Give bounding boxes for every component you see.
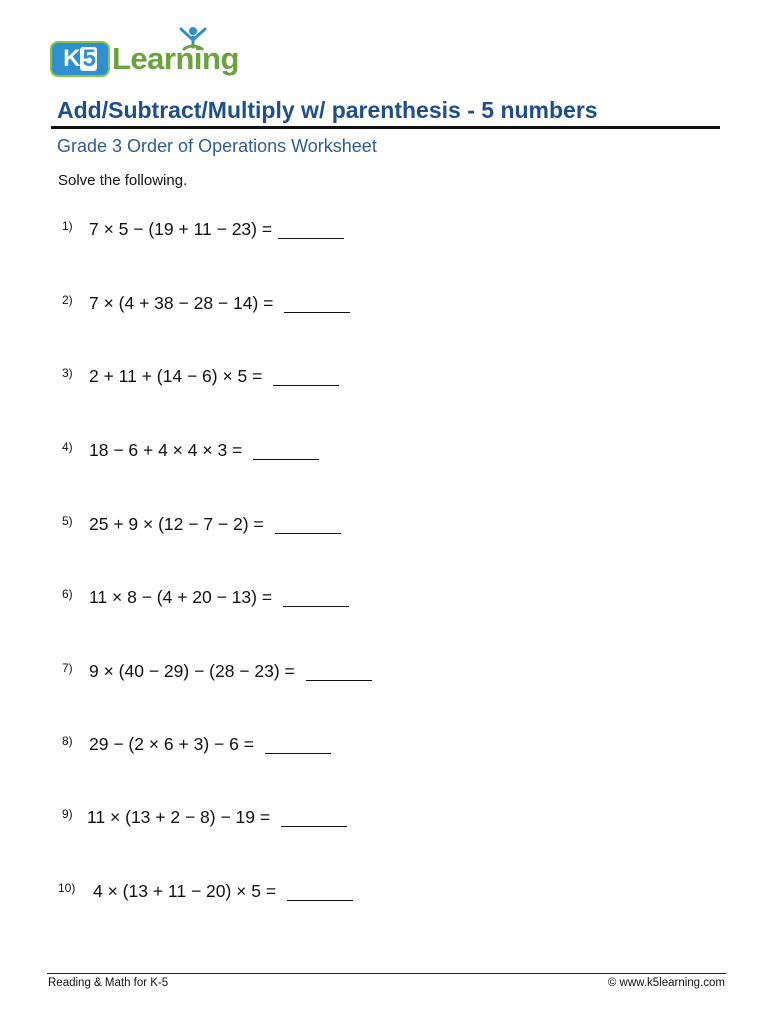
problem-number: 10) <box>58 881 76 895</box>
answer-blank[interactable] <box>287 884 353 901</box>
title-divider <box>51 126 720 129</box>
problem-number: 7) <box>62 661 73 675</box>
instructions-text: Solve the following. <box>58 172 188 189</box>
logo-wordmark: Learning <box>112 41 239 76</box>
answer-blank[interactable] <box>283 590 349 607</box>
problem-number: 2) <box>62 293 73 307</box>
problem-item <box>0 587 768 617</box>
answer-blank[interactable] <box>281 810 347 827</box>
problem-expression <box>87 807 347 827</box>
problem-item <box>0 734 768 764</box>
problem-expression-text: 25 + 9 × (12 − 7 − 2) = <box>89 514 269 534</box>
footer-website-link[interactable]: © www.k5learning.com <box>607 977 725 989</box>
k5-badge <box>50 41 110 77</box>
problem-number: 4) <box>62 440 73 454</box>
reading-person-icon <box>176 25 210 55</box>
problem-expression <box>89 293 350 313</box>
answer-blank[interactable] <box>273 369 339 386</box>
problem-expression-text: 18 − 6 + 4 × 4 × 3 = <box>89 440 248 460</box>
problem-number: 9) <box>62 807 73 821</box>
problem-number: 6) <box>62 587 73 601</box>
problem-item <box>0 219 768 249</box>
problem-expression-text: 11 × 8 − (4 + 20 − 13) = <box>89 587 277 607</box>
problem-number: 3) <box>62 366 73 380</box>
problem-number: 1) <box>62 219 73 233</box>
problem-item <box>0 440 768 470</box>
answer-blank[interactable] <box>306 664 372 681</box>
worksheet-title: Add/Subtract/Multiply w/ parenthesis - 5 numbers <box>57 97 598 123</box>
answer-blank[interactable] <box>253 443 319 460</box>
problem-expression-text: 29 − (2 × 6 + 3) − 6 = <box>89 734 259 754</box>
problem-expression-text: 7 × 5 − (19 + 11 − 23) = <box>89 219 273 239</box>
problem-expression <box>89 587 349 607</box>
problem-expression <box>89 366 339 386</box>
problem-item <box>0 661 768 691</box>
problem-item <box>0 514 768 544</box>
answer-blank[interactable] <box>278 222 344 239</box>
problem-number: 8) <box>62 734 73 748</box>
problem-expression <box>89 219 344 239</box>
footer-tagline: Reading & Math for K-5 <box>48 977 169 989</box>
problem-item <box>0 807 768 837</box>
problem-expression-text: 4 × (13 + 11 − 20) × 5 = <box>93 881 281 901</box>
problem-expression-text: 9 × (40 − 29) − (28 − 23) = <box>89 661 300 681</box>
problem-expression <box>93 881 353 901</box>
answer-blank[interactable] <box>265 737 331 754</box>
problem-expression <box>89 514 341 534</box>
problem-expression-text: 2 + 11 + (14 − 6) × 5 = <box>89 366 268 386</box>
problem-number: 5) <box>62 514 73 528</box>
problem-item <box>0 366 768 396</box>
footer-divider <box>47 973 726 974</box>
problem-expression-text: 11 × (13 + 2 − 8) − 19 = <box>87 807 275 827</box>
answer-blank[interactable] <box>275 517 341 534</box>
problem-expression <box>89 661 372 681</box>
k5-learning-logo <box>50 29 239 77</box>
problem-expression <box>89 734 331 754</box>
logo-badge-number: 5 <box>82 45 95 72</box>
problem-item <box>0 293 768 323</box>
logo-badge-letter: K <box>63 45 80 72</box>
problem-expression-text: 7 × (4 + 38 − 28 − 14) = <box>89 293 279 313</box>
worksheet-subtitle: Grade 3 Order of Operations Worksheet <box>57 136 377 156</box>
problem-item <box>0 881 768 911</box>
problem-expression <box>89 440 319 460</box>
answer-blank[interactable] <box>284 296 350 313</box>
